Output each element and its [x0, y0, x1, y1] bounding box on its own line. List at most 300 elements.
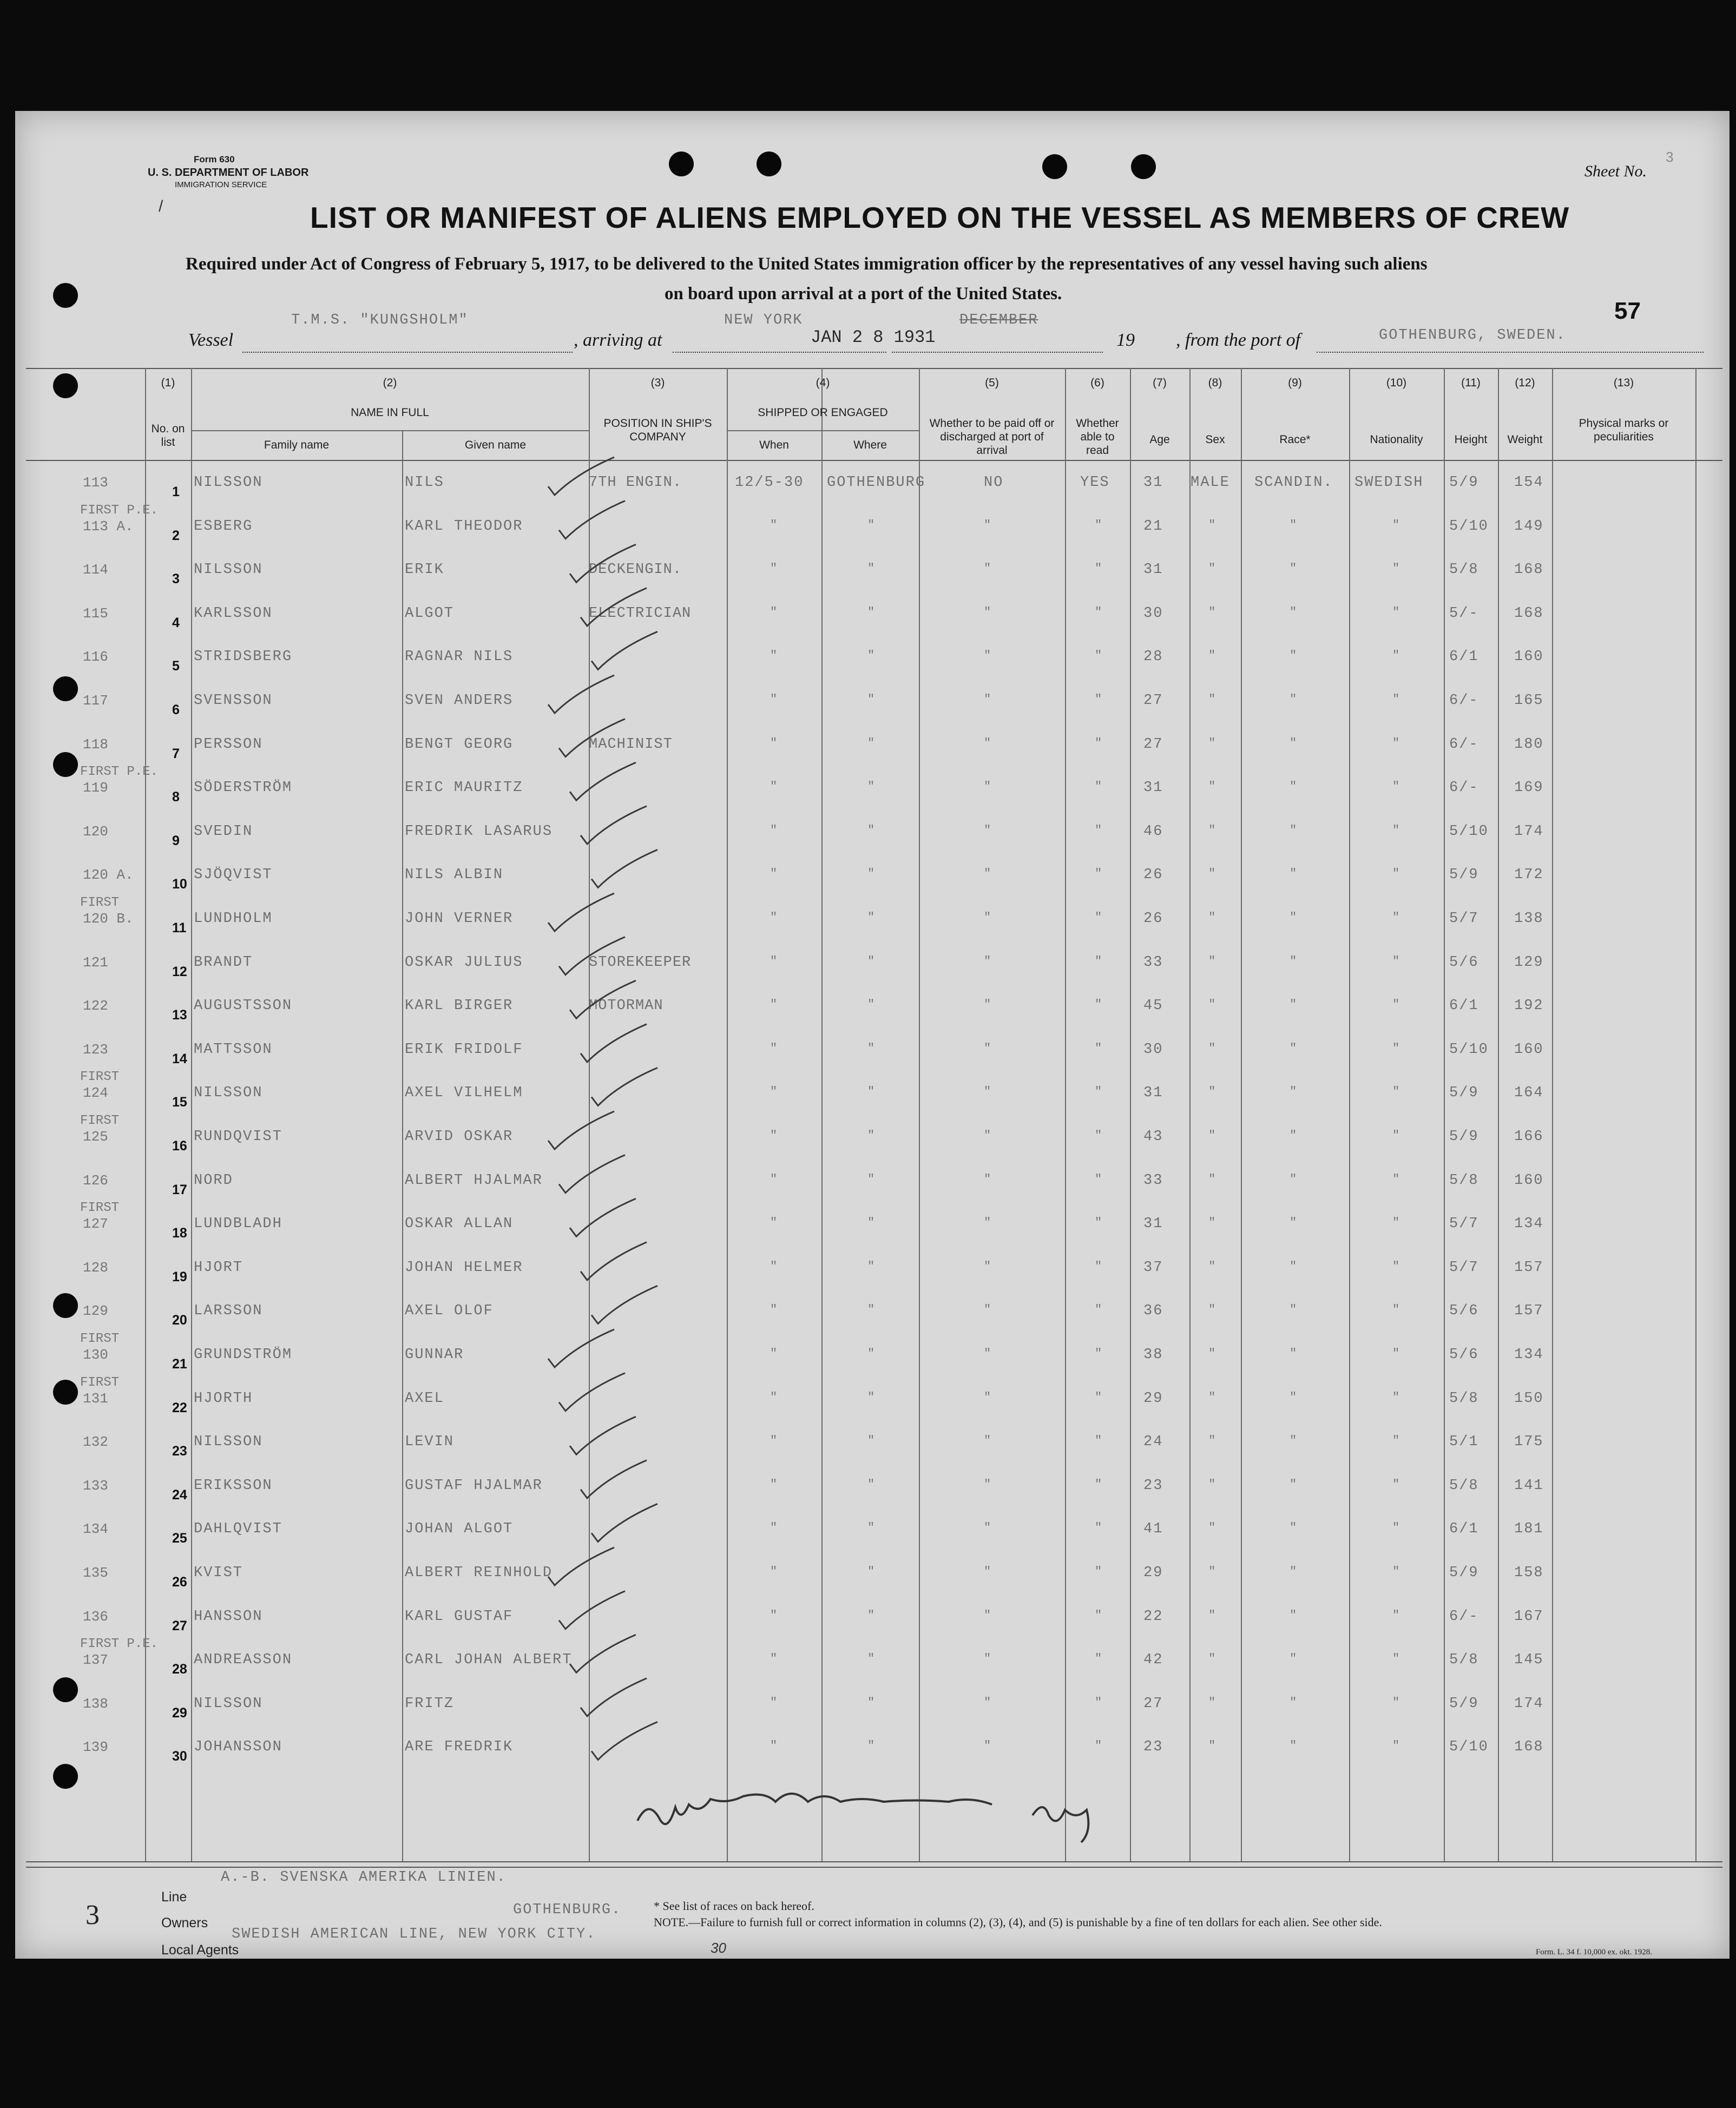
agents-value: SWEDISH AMERICAN LINE, NEW YORK CITY. — [232, 1926, 596, 1942]
check-mark — [591, 1722, 657, 1760]
first-class-mark: FIRST P.E. — [80, 765, 159, 780]
weight: 141 — [1514, 1477, 1544, 1494]
shipped-where: " — [867, 1695, 875, 1709]
age: 27 — [1143, 736, 1163, 753]
sex: " — [1208, 911, 1216, 924]
check-mark — [548, 1547, 614, 1585]
age: 28 — [1143, 649, 1163, 666]
weight: 165 — [1514, 693, 1544, 709]
shipped-when: " — [770, 998, 778, 1012]
required-line-2: on board upon arrival at a port of the United States. — [665, 284, 1062, 304]
given-name: ARVID OSKAR — [405, 1129, 514, 1145]
shipped-when: " — [770, 780, 778, 794]
race: " — [1290, 1477, 1297, 1491]
signature — [637, 1794, 1088, 1842]
paid-off: " — [984, 998, 991, 1012]
paid-off: " — [984, 1347, 991, 1360]
able-to-read: " — [1095, 1041, 1102, 1055]
list-number: 119 — [83, 780, 108, 796]
family-name: NILSSON — [194, 1085, 263, 1102]
shipped-where: " — [867, 823, 875, 837]
row-number: 26 — [172, 1575, 187, 1590]
able-to-read: " — [1095, 736, 1102, 750]
weight: 174 — [1514, 1695, 1544, 1712]
nationality: " — [1392, 736, 1400, 750]
age: 31 — [1143, 1216, 1163, 1233]
sex: " — [1208, 1041, 1216, 1055]
nationality: " — [1392, 1565, 1400, 1578]
page-title: LIST OR MANIFEST OF ALIENS EMPLOYED ON THE VESSEL AS MEMBERS OF CREW — [310, 201, 1570, 234]
list-number: 127 — [83, 1216, 108, 1233]
paid-off: " — [984, 1521, 991, 1535]
shipped-where: " — [867, 780, 875, 794]
sex: " — [1208, 1565, 1216, 1578]
weight: 150 — [1514, 1390, 1544, 1407]
column-number-c9: (9) — [1288, 377, 1302, 389]
list-number: 125 — [83, 1129, 108, 1145]
nationality: " — [1392, 1303, 1400, 1317]
height: 5/6 — [1449, 1303, 1479, 1320]
list-number: 137 — [83, 1652, 108, 1669]
nationality: " — [1392, 1216, 1400, 1230]
paid-off: " — [984, 1652, 991, 1666]
nationality: " — [1392, 1129, 1400, 1142]
able-to-read: " — [1095, 867, 1102, 881]
race: " — [1290, 693, 1297, 706]
column-header-c8: Sex — [1205, 433, 1225, 446]
paid-off: " — [984, 954, 991, 968]
row-number: 12 — [172, 964, 187, 979]
race: " — [1290, 911, 1297, 924]
nationality: " — [1392, 1608, 1400, 1622]
check-mark — [548, 1329, 614, 1367]
check-mark — [570, 980, 636, 1018]
race: " — [1290, 736, 1297, 750]
height: 5/8 — [1449, 1477, 1479, 1494]
race: " — [1290, 1608, 1297, 1622]
nationality: " — [1392, 649, 1400, 663]
weight: 172 — [1514, 867, 1544, 884]
check-mark — [570, 1635, 636, 1672]
row-number: 18 — [172, 1226, 187, 1241]
race: " — [1290, 1347, 1297, 1360]
shipped-when: 12/5-30 — [735, 475, 804, 491]
row-number: 17 — [172, 1182, 187, 1197]
weight: 167 — [1514, 1608, 1544, 1625]
age: 27 — [1143, 1695, 1163, 1712]
able-to-read: " — [1095, 911, 1102, 924]
from-value: GOTHENBURG, SWEDEN. — [1379, 327, 1566, 344]
row-number: 16 — [172, 1138, 187, 1154]
row-number: 8 — [172, 789, 180, 805]
paid-off: " — [984, 1041, 991, 1055]
able-to-read: " — [1095, 998, 1102, 1012]
row-number: 5 — [172, 658, 180, 674]
paid-off: " — [984, 1085, 991, 1099]
list-number: 126 — [83, 1172, 108, 1189]
row-number: 14 — [172, 1051, 187, 1066]
shipped-when: " — [770, 867, 778, 881]
age: 31 — [1143, 475, 1163, 491]
family-name: HJORTH — [194, 1390, 253, 1407]
given-name: LEVIN — [405, 1434, 455, 1451]
weight: 149 — [1514, 518, 1544, 535]
height: 5/1 — [1449, 1434, 1479, 1451]
shipped-where: " — [867, 649, 875, 663]
agents-label: Local Agents — [161, 1942, 239, 1958]
shipped-where: " — [867, 693, 875, 706]
nationality: " — [1392, 1477, 1400, 1491]
nationality: " — [1392, 1347, 1400, 1360]
paid-off: " — [984, 1303, 991, 1317]
check-mark — [559, 501, 625, 539]
nationality: " — [1392, 1085, 1400, 1099]
required-line-1: Required under Act of Congress of February 5, 1917, to be delivered to the United States immigration officer by the representatives of any vessel having such aliens — [186, 254, 1428, 274]
check-mark — [581, 1024, 647, 1062]
age: 31 — [1143, 1085, 1163, 1102]
height: 5/10 — [1449, 1739, 1489, 1756]
nationality: SWEDISH — [1354, 475, 1424, 491]
subheader-c4b: Where — [853, 439, 887, 451]
sex: " — [1208, 867, 1216, 881]
given-name: ARE FREDRIK — [405, 1739, 514, 1756]
able-to-read: " — [1095, 649, 1102, 663]
column-number-c1: (1) — [161, 377, 175, 389]
family-name: LUNDHOLM — [194, 911, 273, 927]
height: 5/9 — [1449, 475, 1479, 491]
row-number: 9 — [172, 833, 180, 848]
shipped-when: " — [770, 1303, 778, 1317]
family-name: NILSSON — [194, 562, 263, 578]
paid-off: " — [984, 605, 991, 619]
sex: " — [1208, 1303, 1216, 1317]
column-number-c11: (11) — [1461, 377, 1481, 389]
paid-off: " — [984, 780, 991, 794]
family-name: PERSSON — [194, 736, 263, 753]
shipped-where: " — [867, 562, 875, 576]
weight: 134 — [1514, 1216, 1544, 1233]
shipped-when: " — [770, 1608, 778, 1622]
given-name: SVEN ANDERS — [405, 693, 514, 709]
paid-off: " — [984, 518, 991, 532]
from-label: , from the port of — [1176, 330, 1301, 350]
list-number: 113 A. — [83, 518, 134, 535]
owners-value: GOTHENBURG. — [513, 1902, 622, 1918]
able-to-read: " — [1095, 1521, 1102, 1535]
sex: " — [1208, 1521, 1216, 1535]
shipped-where: " — [867, 911, 875, 924]
paid-off: " — [984, 823, 991, 837]
first-class-mark: FIRST — [80, 1201, 120, 1216]
shipped-where: " — [867, 1434, 875, 1448]
sex: " — [1208, 1259, 1216, 1273]
shipped-where: " — [867, 1390, 875, 1404]
age: 31 — [1143, 780, 1163, 796]
check-mark — [570, 762, 636, 800]
row-number: 19 — [172, 1269, 187, 1284]
shipped-where: " — [867, 1216, 875, 1230]
shipped-when: " — [770, 823, 778, 837]
age: 23 — [1143, 1477, 1163, 1494]
position: MOTORMAN — [589, 998, 663, 1015]
column-header-c7: Age — [1149, 433, 1170, 446]
weight: 168 — [1514, 605, 1544, 622]
sex: " — [1208, 780, 1216, 794]
height: 5/6 — [1449, 954, 1479, 971]
sex: " — [1208, 1216, 1216, 1230]
list-number: 116 — [83, 649, 108, 666]
nationality: " — [1392, 1434, 1400, 1448]
sex: " — [1208, 1695, 1216, 1709]
height: 6/- — [1449, 1608, 1479, 1625]
shipped-where: " — [867, 1172, 875, 1186]
weight: 154 — [1514, 475, 1544, 491]
race: " — [1290, 867, 1297, 881]
column-header-c4: SHIPPED OR ENGAGED — [758, 406, 888, 419]
sex: " — [1208, 693, 1216, 706]
shipped-when: " — [770, 1129, 778, 1142]
age: 27 — [1143, 693, 1163, 709]
race: " — [1290, 780, 1297, 794]
row-number: 1 — [172, 484, 180, 499]
family-name: JOHANSSON — [194, 1739, 282, 1756]
height: 5/9 — [1449, 867, 1479, 884]
given-name: NILS ALBIN — [405, 867, 504, 884]
age: 45 — [1143, 998, 1163, 1015]
sex: " — [1208, 823, 1216, 837]
list-number: 120 B. — [83, 911, 134, 927]
shipped-when: " — [770, 1216, 778, 1230]
family-name: NILSSON — [194, 1434, 263, 1451]
row-number: 22 — [172, 1400, 187, 1415]
shipped-where: " — [867, 1347, 875, 1360]
family-name: HANSSON — [194, 1608, 263, 1625]
height: 6/- — [1449, 780, 1479, 796]
page-number: 57 — [1614, 298, 1641, 324]
handwriting-overlay — [15, 111, 1730, 1959]
row-number: 21 — [172, 1356, 187, 1372]
weight: 181 — [1514, 1521, 1544, 1538]
nationality: " — [1392, 1259, 1400, 1273]
sex: " — [1208, 1172, 1216, 1186]
first-class-mark: FIRST — [80, 1375, 120, 1390]
check-mark — [559, 1373, 625, 1411]
race: " — [1290, 998, 1297, 1012]
able-to-read: " — [1095, 1477, 1102, 1491]
able-to-read: " — [1095, 1216, 1102, 1230]
paid-off: " — [984, 1565, 991, 1578]
sex: " — [1208, 562, 1216, 576]
column-header-c11: Height — [1454, 433, 1488, 446]
given-name: AXEL VILHELM — [405, 1085, 523, 1102]
sex: " — [1208, 1477, 1216, 1491]
race: " — [1290, 518, 1297, 532]
height: 5/8 — [1449, 1652, 1479, 1669]
weight: 164 — [1514, 1085, 1544, 1102]
list-number: 134 — [83, 1521, 108, 1538]
row-number: 27 — [172, 1618, 187, 1633]
race: " — [1290, 1129, 1297, 1142]
row-number: 30 — [172, 1749, 187, 1764]
column-header-c10: Nationality — [1370, 433, 1423, 446]
vessel-value: T.M.S. "KUNGSHOLM" — [291, 312, 469, 328]
race: " — [1290, 1085, 1297, 1099]
paid-off: NO — [984, 475, 1004, 491]
list-number: 139 — [83, 1739, 108, 1756]
sex: " — [1208, 518, 1216, 532]
column-header-c1: No. on list — [151, 423, 185, 449]
shipped-when: " — [770, 1739, 778, 1753]
shipped-when: " — [770, 954, 778, 968]
paid-off: " — [984, 1390, 991, 1404]
sex: MALE — [1191, 475, 1230, 491]
shipped-where: " — [867, 998, 875, 1012]
paid-off: " — [984, 1477, 991, 1491]
check-mark — [591, 1504, 657, 1542]
weight: 168 — [1514, 1739, 1544, 1756]
paid-off: " — [984, 1259, 991, 1273]
shipped-when: " — [770, 693, 778, 706]
sex: " — [1208, 1652, 1216, 1666]
check-mark — [548, 1111, 614, 1149]
sex: " — [1208, 649, 1216, 663]
shipped-when: " — [770, 562, 778, 576]
nationality: " — [1392, 867, 1400, 881]
nationality: " — [1392, 1041, 1400, 1055]
list-number: 130 — [83, 1347, 108, 1363]
arriving-label: , arriving at — [574, 330, 662, 350]
column-number-c2: (2) — [383, 377, 397, 389]
column-header-c6: Whether able to read — [1076, 417, 1119, 457]
given-name: FREDRIK LASARUS — [405, 823, 553, 840]
shipped-where: " — [867, 1041, 875, 1055]
shipped-where: " — [867, 1085, 875, 1099]
age: 37 — [1143, 1259, 1163, 1276]
sheet-label: Sheet No. — [1584, 162, 1647, 180]
row-number: 13 — [172, 1007, 187, 1023]
column-number-c13: (13) — [1613, 377, 1634, 389]
shipped-when: " — [770, 518, 778, 532]
height: 6/1 — [1449, 649, 1479, 666]
family-name: AUGUSTSSON — [194, 998, 293, 1015]
check-mark — [559, 719, 625, 757]
paid-off: " — [984, 649, 991, 663]
shipped-when: " — [770, 605, 778, 619]
row-number: 24 — [172, 1487, 187, 1503]
weight: 160 — [1514, 1172, 1544, 1189]
race-note: * See list of races on back hereof. — [654, 1899, 814, 1913]
age: 36 — [1143, 1303, 1163, 1320]
race: " — [1290, 1434, 1297, 1448]
month-value: DECEMBER — [959, 312, 1038, 328]
race: " — [1290, 605, 1297, 619]
weight: 169 — [1514, 780, 1544, 796]
shipped-where: " — [867, 1608, 875, 1622]
paid-off: " — [984, 1216, 991, 1230]
column-number-c7: (7) — [1153, 377, 1167, 389]
column-number-c8: (8) — [1208, 377, 1222, 389]
age: 26 — [1143, 911, 1163, 927]
stray-mark: / — [159, 197, 163, 215]
year-prefix: 19 — [1116, 330, 1135, 350]
check-mark — [591, 1286, 657, 1323]
age: 29 — [1143, 1565, 1163, 1581]
able-to-read: YES — [1080, 475, 1110, 491]
race: SCANDIN. — [1254, 475, 1333, 491]
able-to-read: " — [1095, 693, 1102, 706]
list-number: 123 — [83, 1041, 108, 1058]
family-name: MATTSSON — [194, 1041, 273, 1058]
position: ELECTRICIAN — [589, 605, 692, 622]
height: 5/9 — [1449, 1565, 1479, 1581]
race: " — [1290, 1652, 1297, 1666]
position: MACHINIST — [589, 736, 673, 753]
family-name: LARSSON — [194, 1303, 263, 1320]
weight: 174 — [1514, 823, 1544, 840]
arriving-value: NEW YORK — [724, 312, 803, 328]
given-name: CARL JOHAN ALBERT — [405, 1652, 573, 1669]
shipped-where: " — [867, 954, 875, 968]
weight: 157 — [1514, 1303, 1544, 1320]
check-mark — [581, 1678, 647, 1716]
family-name: LUNDBLADH — [194, 1216, 282, 1233]
age: 41 — [1143, 1521, 1163, 1538]
sex: " — [1208, 736, 1216, 750]
service: IMMIGRATION SERVICE — [175, 180, 267, 189]
family-name: KARLSSON — [194, 605, 273, 622]
race: " — [1290, 562, 1297, 576]
shipped-where: " — [867, 867, 875, 881]
first-class-mark: FIRST P.E. — [80, 1637, 159, 1652]
list-number: 122 — [83, 998, 108, 1015]
shipped-when: " — [770, 1085, 778, 1099]
weight: 166 — [1514, 1129, 1544, 1145]
age: 30 — [1143, 1041, 1163, 1058]
race: " — [1290, 1565, 1297, 1578]
shipped-where: " — [867, 1129, 875, 1142]
height: 5/10 — [1449, 518, 1489, 535]
shipped-when: " — [770, 1434, 778, 1448]
nationality: " — [1392, 954, 1400, 968]
height: 5/8 — [1449, 1390, 1479, 1407]
paid-off: " — [984, 1695, 991, 1709]
able-to-read: " — [1095, 518, 1102, 532]
sex: " — [1208, 1085, 1216, 1099]
tally-mark: 3 — [86, 1900, 100, 1931]
able-to-read: " — [1095, 1347, 1102, 1360]
shipped-where: " — [867, 1652, 875, 1666]
height: 5/7 — [1449, 911, 1479, 927]
shipped-when: " — [770, 1347, 778, 1360]
family-name: NILSSON — [194, 475, 263, 491]
race: " — [1290, 954, 1297, 968]
check-mark — [559, 1591, 625, 1629]
family-name: DAHLQVIST — [194, 1521, 282, 1538]
sheet-value: 3 — [1666, 149, 1674, 165]
paid-off: " — [984, 693, 991, 706]
able-to-read: " — [1095, 1565, 1102, 1578]
paid-off: " — [984, 867, 991, 881]
list-number: 131 — [83, 1390, 108, 1407]
sex: " — [1208, 1347, 1216, 1360]
nationality: " — [1392, 562, 1400, 576]
shipped-where: " — [867, 736, 875, 750]
check-mark — [548, 675, 614, 713]
able-to-read: " — [1095, 1259, 1102, 1273]
date-stamp: JAN 2 8 1931 — [811, 327, 936, 347]
family-name: RUNDQVIST — [194, 1129, 282, 1145]
department: U. S. DEPARTMENT OF LABOR — [148, 167, 309, 179]
